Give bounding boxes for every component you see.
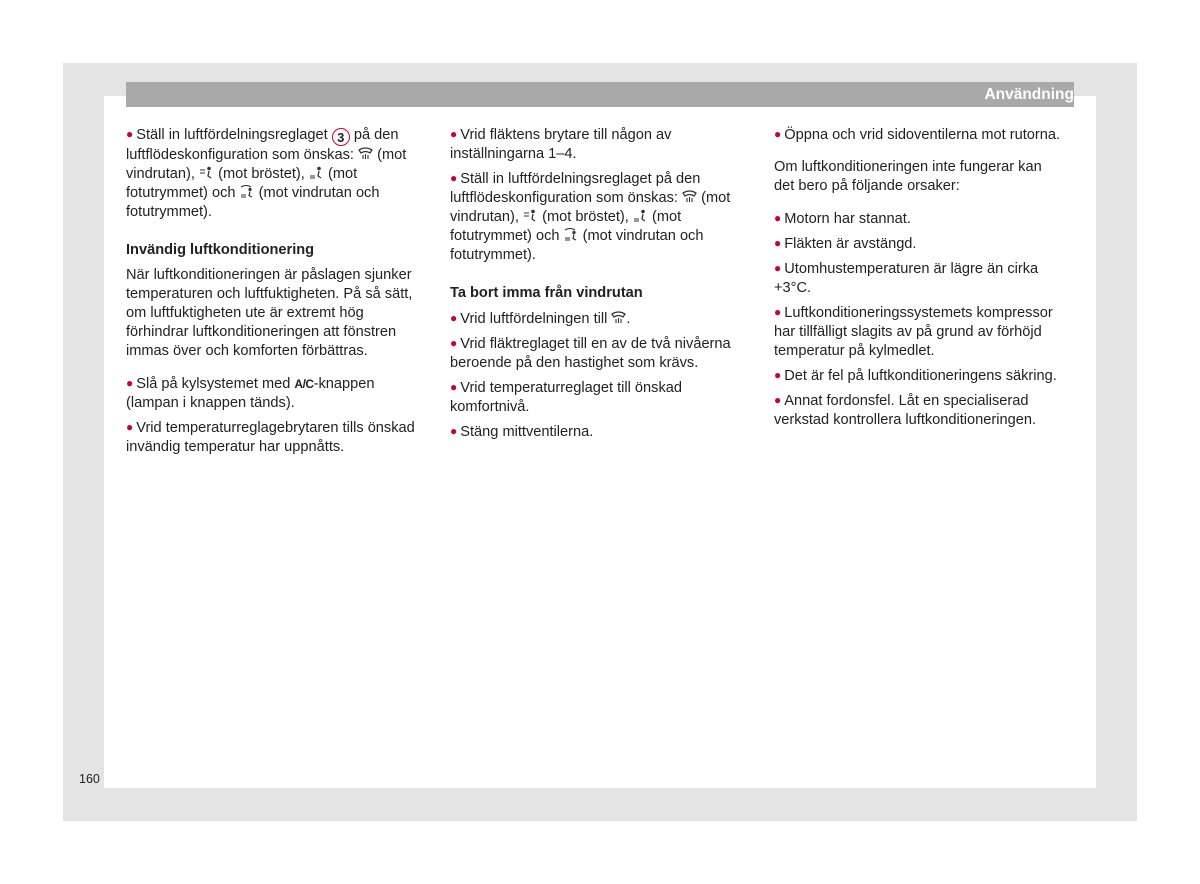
column-3 <box>774 125 1066 430</box>
column-2 <box>450 125 742 442</box>
instruction-air-distribution: ● Ställ in luftfördelningsreglaget 3 på den luftflödeskonfiguration som önskas: (mot vindrutan), (mot bröstet), (mot fotutrymmet) och (mot vindrutan och fotutrymmet). <box>126 127 407 220</box>
cause-vehicle-fault: ● Annat fordonsfel. Låt en specialiserad verkstad kontrollera luftkonditioneringen. <box>774 393 1037 428</box>
bullet-icon: ● <box>126 420 134 434</box>
heading-defrost: Ta bort imma från vindrutan <box>450 285 643 301</box>
bullet-icon: ● <box>450 171 458 185</box>
cause-compressor-off: ● Luftkonditioneringssystemets kompressor har tillfälligt slagits av på grund av förhöjd temperatur på kylmedlet. <box>774 305 1053 359</box>
control-number-badge: 3 <box>332 128 350 146</box>
instruction-temperature: ● Vrid temperaturreglagebrytaren tills önskad invändig temperatur har uppnåtts. <box>126 420 415 455</box>
cause-engine-stopped: ● Motorn har stannat. <box>774 211 911 227</box>
chest-airflow-icon <box>199 166 214 179</box>
instruction-close-vents: ● Stäng mittventilerna. <box>450 424 594 440</box>
bullet-icon: ● <box>450 336 458 350</box>
instruction-side-vents: ● Öppna och vrid sidoventilerna mot rutorna. <box>774 127 1061 143</box>
bullet-icon: ● <box>774 127 782 141</box>
windshield-footwell-airflow-icon <box>564 228 579 241</box>
bullet-icon: ● <box>774 261 782 275</box>
instruction-fan-level: ● Vrid fläktreglaget till en av de två nivåerna beroende på den hastighet som krävs. <box>450 336 731 371</box>
instruction-air-distribution-2: ● Ställ in luftfördelningsreglaget på den luftflödeskonfiguration som önskas: (mot vindrutan), (mot bröstet), (mot fotutrymmet) och (mot vindrutan och fotutrymmet). <box>450 171 731 263</box>
bullet-icon: ● <box>450 127 458 141</box>
cause-fan-off: ● Fläkten är avstängd. <box>774 236 917 252</box>
bullet-icon: ● <box>450 424 458 438</box>
bullet-icon: ● <box>774 393 782 407</box>
bullet-icon: ● <box>126 127 134 141</box>
windshield-airflow-icon <box>682 190 697 203</box>
section-header <box>126 82 1074 107</box>
instruction-cooling-on: ● Slå på kylsystemet med A/C-knappen (lampan i knappen tänds). <box>126 376 375 411</box>
ac-button-icon: A/C <box>294 377 314 391</box>
cause-low-temperature: ● Utomhustemperaturen är lägre än cirka +3°C. <box>774 261 1039 296</box>
bullet-icon: ● <box>774 236 782 250</box>
instruction-fan-switch: ● Vrid fläktens brytare till någon av inställningarna 1–4. <box>450 127 672 162</box>
bullet-icon: ● <box>774 368 782 382</box>
cause-fuse-fault: ● Det är fel på luftkonditioneringens säkring. <box>774 368 1057 384</box>
bullet-icon: ● <box>774 211 782 225</box>
page-number: 160 <box>79 772 100 786</box>
paragraph-fault-causes: Om luftkonditioneringen inte fungerar kan det bero på följande orsaker: <box>774 159 1042 194</box>
section-title: Användning <box>984 86 1074 103</box>
windshield-footwell-airflow-icon <box>240 185 255 198</box>
bullet-icon: ● <box>774 305 782 319</box>
instruction-defrost-distribution: ● Vrid luftfördelningen till . <box>450 311 631 327</box>
footwell-airflow-icon <box>309 166 324 179</box>
windshield-airflow-icon <box>358 147 373 160</box>
bullet-icon: ● <box>126 376 134 390</box>
bullet-icon: ● <box>450 311 458 325</box>
footwell-airflow-icon <box>633 209 648 222</box>
bullet-icon: ● <box>450 380 458 394</box>
column-1 <box>126 125 418 457</box>
instruction-comfort-temp: ● Vrid temperaturreglaget till önskad komfortnivå. <box>450 380 682 415</box>
chest-airflow-icon <box>523 209 538 222</box>
paragraph-ac-description: När luftkonditioneringen är påslagen sjunker temperaturen och luftfuktigheten. På så sätt, om luftfuktigheten ute är extremt hög förhindrar luftkonditioneringen att fönstren immas över och komforten förbättras. <box>126 267 413 359</box>
heading-interior-ac: Invändig luftkonditionering <box>126 242 315 258</box>
windshield-airflow-icon <box>611 311 626 324</box>
